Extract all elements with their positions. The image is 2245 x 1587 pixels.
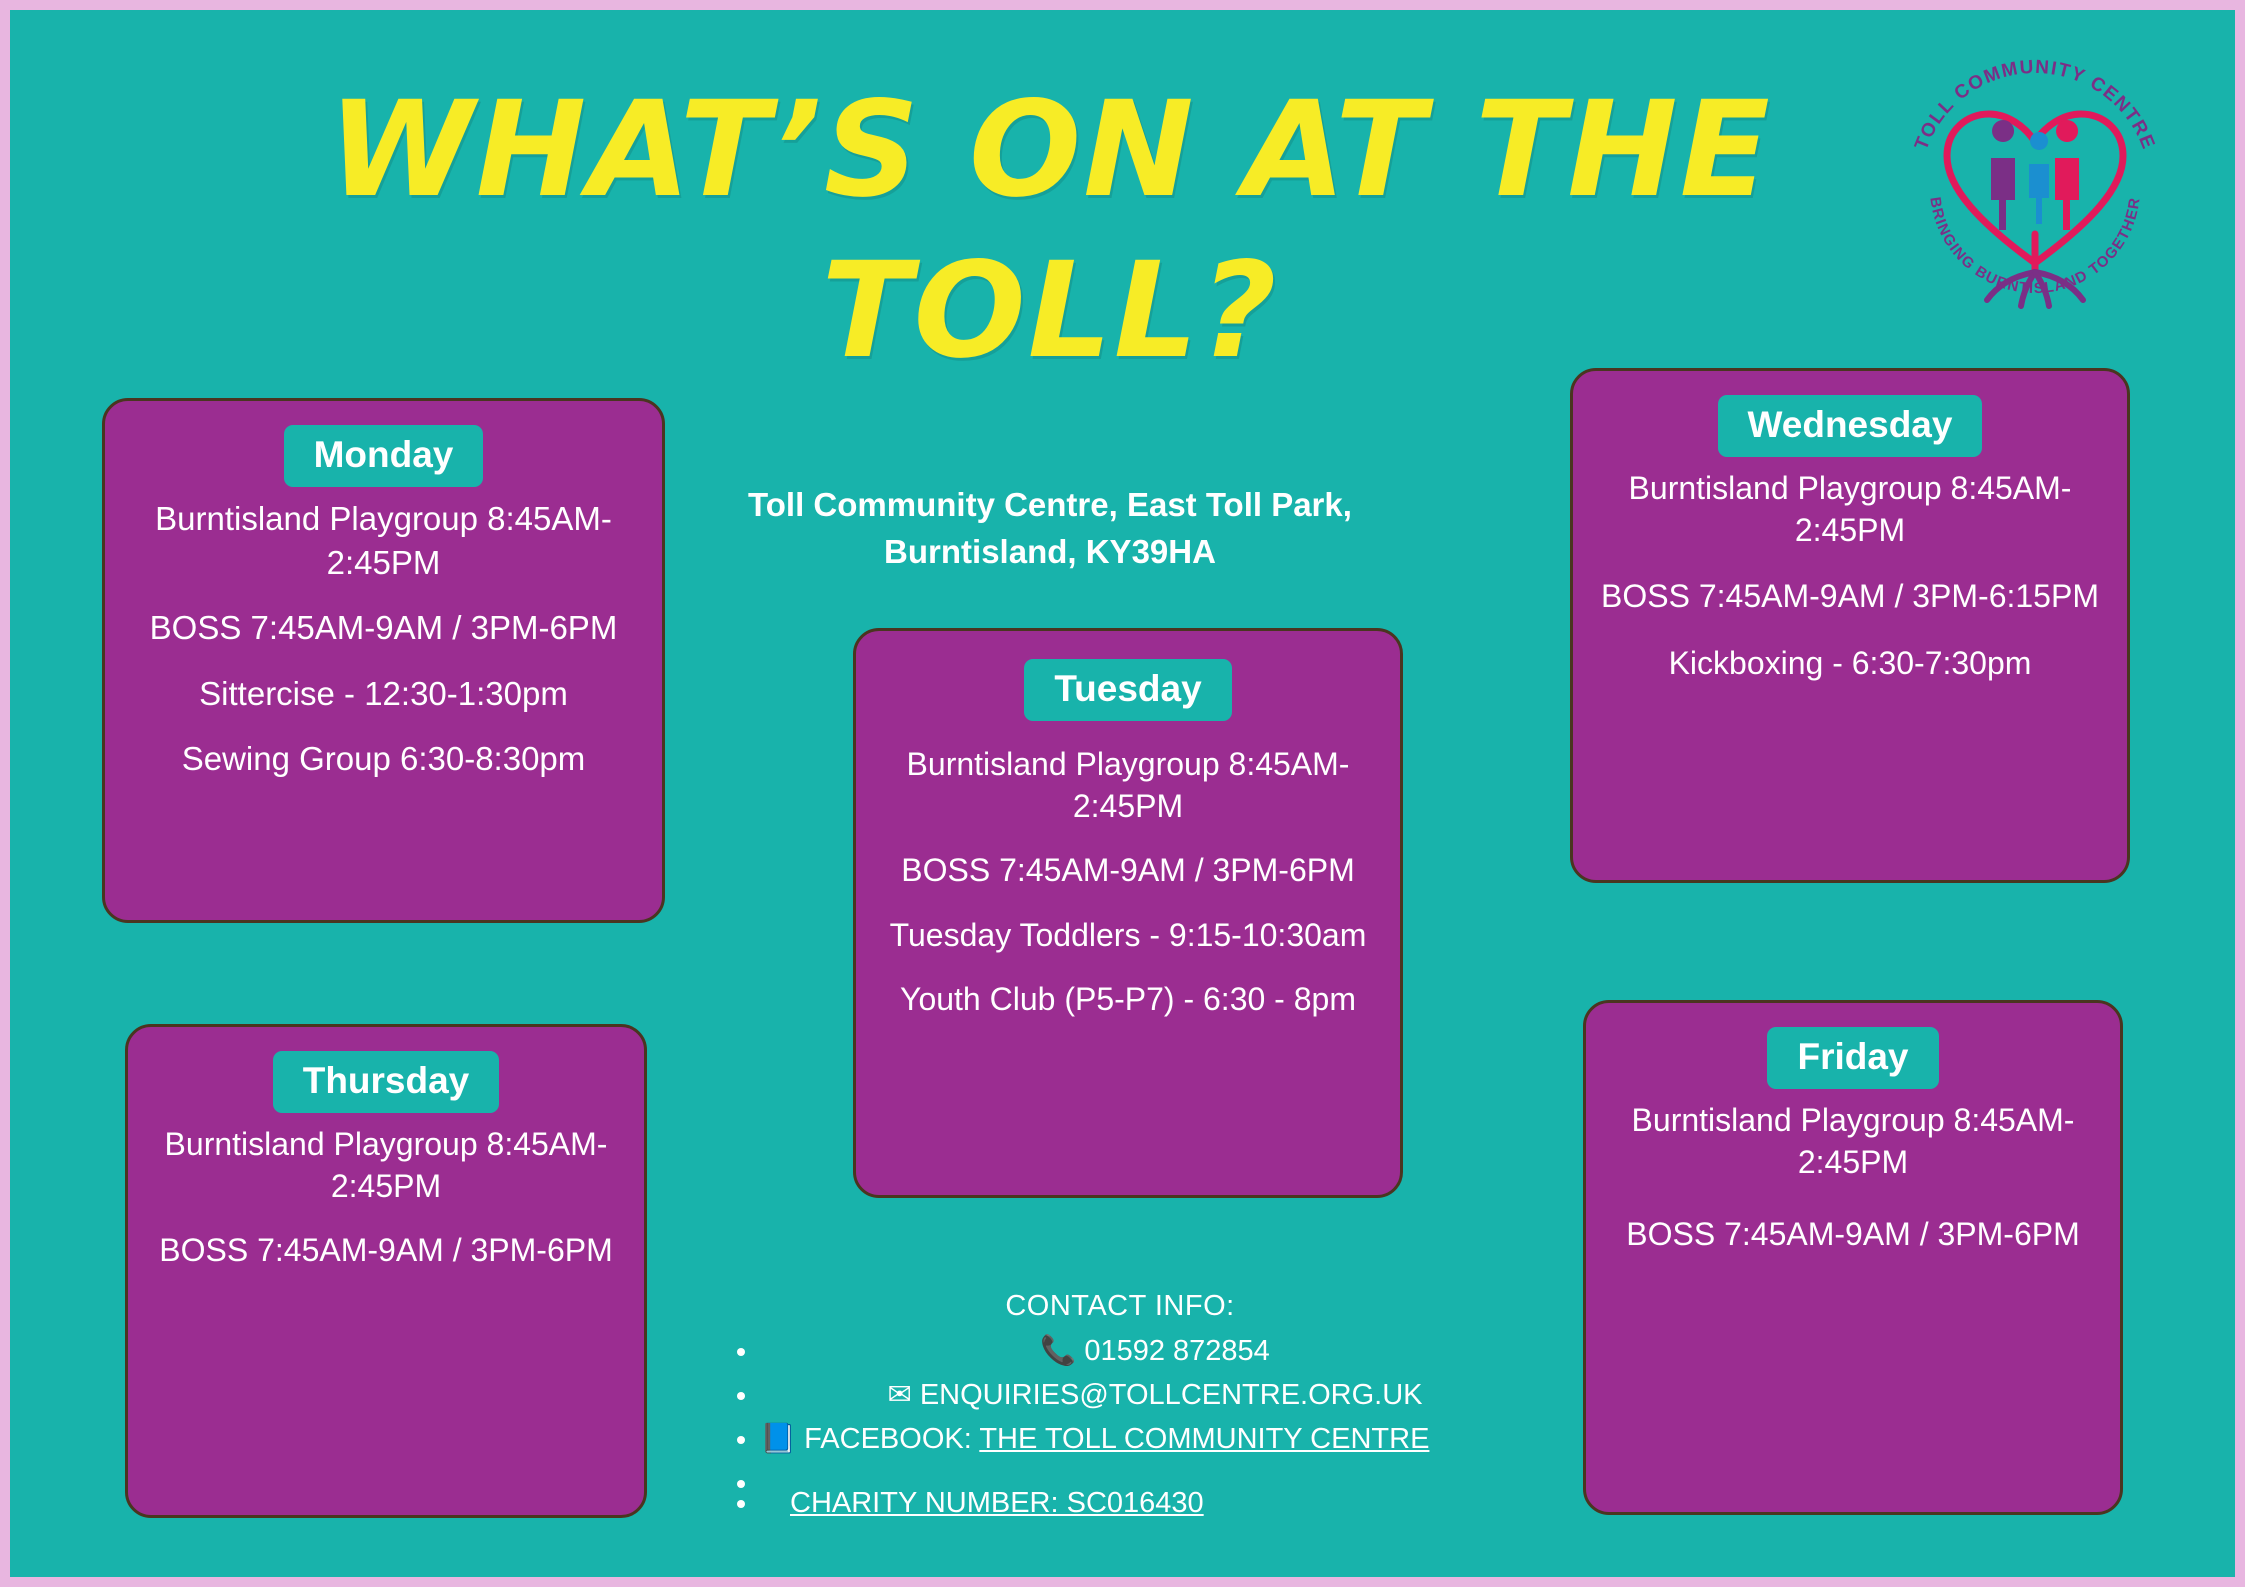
event-item: Burntisland Playgroup 8:45AM-2:45PM	[1628, 470, 2072, 549]
poster-canvas	[10, 10, 2235, 1577]
day-label-wednesday: Wednesday	[1718, 395, 1983, 457]
day-label-friday: Friday	[1767, 1027, 1938, 1089]
contact-heading: CONTACT INFO:	[1005, 1290, 1235, 1322]
event-item: Sewing Group 6:30-8:30pm	[181, 740, 586, 778]
facebook-page-link[interactable]: THE TOLL COMMUNITY CENTRE	[979, 1423, 1430, 1456]
events-list-monday	[105, 497, 662, 801]
contact-phone-item	[760, 1329, 1550, 1373]
event-item: Sittercise - 12:30-1:30pm	[199, 674, 568, 712]
day-pill-wrap-thursday	[128, 1027, 644, 1123]
svg-text:BRINGING BURNTISLAND TOGETHER: BRINGING BURNTISLAND TOGETHER	[1926, 195, 2144, 298]
event-item: BOSS 7:45AM-9AM / 3PM-6:15PM	[1601, 578, 2099, 615]
phone-row	[1040, 1329, 1270, 1373]
day-card-thursday	[125, 1024, 647, 1518]
contact-email-item	[760, 1373, 1550, 1417]
events-list-wednesday	[1573, 467, 2127, 728]
page-title	[310, 70, 1790, 392]
event-item: BOSS 7:45AM-9AM / 3PM-6PM	[1626, 1216, 2080, 1253]
day-label-thursday: Thursday	[273, 1051, 500, 1113]
day-card-wednesday	[1570, 368, 2130, 883]
event-item: BOSS 7:45AM-9AM / 3PM-6PM	[159, 1232, 613, 1269]
day-card-tuesday	[853, 628, 1403, 1198]
svg-text:TOLL COMMUNITY CENTRE: TOLL COMMUNITY CENTRE	[1911, 56, 2159, 154]
day-pill-wrap-wednesday	[1573, 371, 2127, 467]
title-line-2: TOLL?	[821, 234, 1279, 389]
title-line-1: WHAT’S ON AT THE	[328, 73, 1772, 227]
contact-facebook-item	[760, 1417, 1550, 1461]
contact-spacer-item	[760, 1461, 1550, 1481]
event-item: Burntisland Playgroup 8:45AM-2:45PM	[155, 500, 612, 581]
event-item: BOSS 7:45AM-9AM / 3PM-6PM	[149, 609, 618, 647]
email-address[interactable]: ENQUIRIES@TOLLCENTRE.ORG.UK	[919, 1379, 1423, 1412]
event-item: Burntisland Playgroup 8:45AM-2:45PM	[906, 746, 1350, 825]
toll-community-centre-logo	[1885, 38, 2185, 318]
address-line-1: Toll Community Centre, East Toll Park,	[748, 486, 1352, 523]
day-card-monday	[102, 398, 665, 923]
event-item: Burntisland Playgroup 8:45AM-2:45PM	[1631, 1102, 2075, 1181]
event-item: Youth Club (P5-P7) - 6:30 - 8pm	[900, 980, 1356, 1017]
charity-number: CHARITY NUMBER: SC016430	[790, 1487, 1204, 1520]
envelope-icon: ✉	[887, 1379, 912, 1412]
day-pill-wrap-friday	[1586, 1003, 2120, 1099]
contact-list	[690, 1329, 1550, 1525]
phone-number[interactable]: 01592 872854	[1084, 1335, 1270, 1367]
facebook-row	[760, 1417, 1429, 1461]
event-item: BOSS 7:45AM-9AM / 3PM-6PM	[901, 852, 1355, 889]
events-list-tuesday	[856, 731, 1400, 1040]
venue-address	[700, 482, 1400, 576]
day-card-friday	[1583, 1000, 2123, 1515]
event-item: Burntisland Playgroup 8:45AM-2:45PM	[164, 1126, 608, 1205]
contact-info	[690, 1290, 1550, 1525]
facebook-label: FACEBOOK:	[804, 1423, 980, 1456]
email-row	[887, 1373, 1422, 1417]
events-list-friday	[1586, 1099, 2120, 1306]
event-item: Kickboxing - 6:30-7:30pm	[1668, 644, 2032, 681]
contact-charity-item	[760, 1481, 1550, 1525]
events-list-thursday	[128, 1123, 644, 1292]
day-pill-wrap-tuesday	[856, 635, 1400, 731]
phone-icon: 📞	[1040, 1335, 1077, 1367]
day-label-monday: Monday	[284, 425, 484, 487]
event-item: Tuesday Toddlers - 9:15-10:30am	[889, 916, 1367, 953]
day-pill-wrap-monday	[105, 401, 662, 497]
facebook-icon: 📘	[760, 1423, 797, 1456]
address-line-2: Burntisland, KY39HA	[884, 532, 1216, 570]
day-label-tuesday: Tuesday	[1024, 659, 1231, 721]
